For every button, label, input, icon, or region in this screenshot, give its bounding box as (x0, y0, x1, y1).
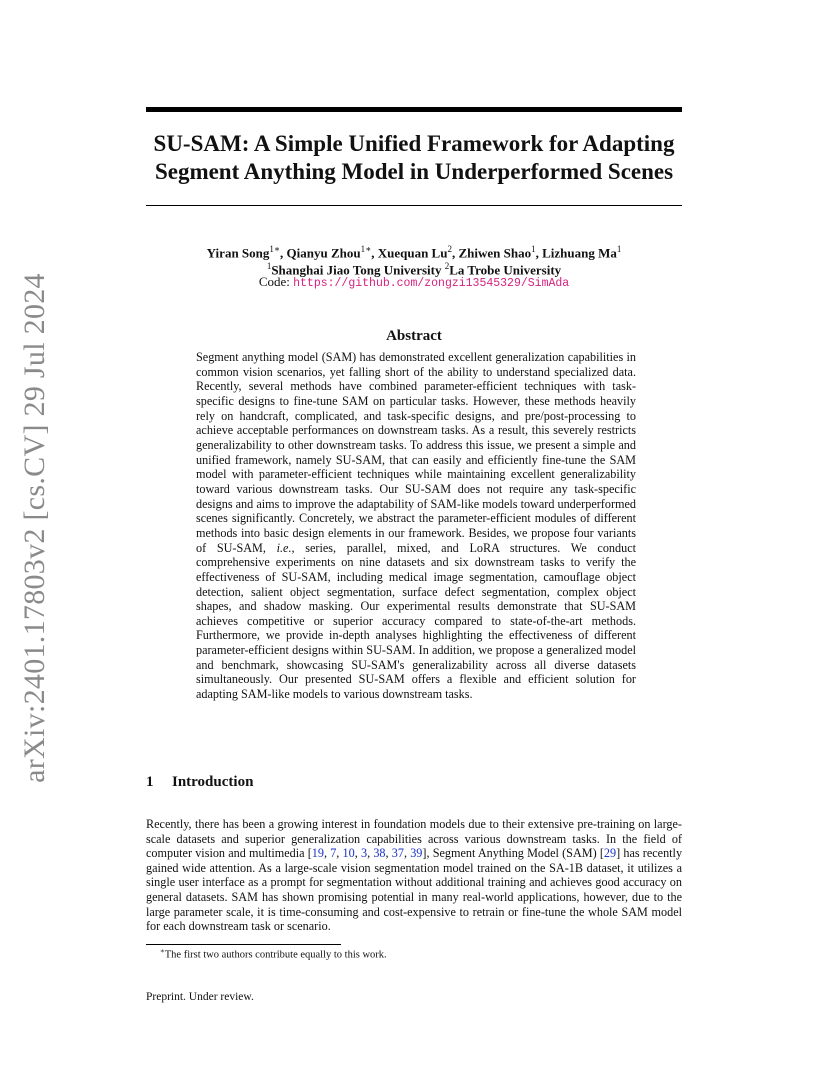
footnote-rule (146, 944, 341, 945)
citation-link[interactable]: 7 (330, 846, 337, 861)
preprint-note: Preprint. Under review. (146, 991, 254, 1003)
author-affiliation-mark: 2 (447, 244, 452, 254)
code-link[interactable]: https://github.com/zongzi13545329/SimAda (293, 277, 570, 290)
affiliation-name: Shanghai Jiao Tong University (271, 262, 442, 278)
citation-link[interactable]: 19 (311, 846, 324, 861)
author-name: Xuequan Lu (377, 245, 448, 261)
section-number: 1 (146, 774, 154, 790)
author-affiliation-mark: 1∗ (360, 244, 372, 254)
abstract-heading: Abstract (386, 328, 442, 344)
intro-text: , (323, 846, 331, 861)
abstract-body (196, 350, 636, 702)
footnote (160, 947, 387, 961)
abstract-text: series, parallel, mixed, and LoRA structures. We conduct comprehensive experiments on nine datasets and six downstream tasks to verify the effectiveness of SU-SAM, including medical image segmentation, camouflage object detection, salient object segmentation, surface defect segmentation, complex object shapes, and shadow masking. Our experimental results demonstrate that SU-SAM achieves competitive or superior accuracy compared to state-of-the-art methods. Furthermore, we provide in-depth analyses highlighting the effectiveness of different parameter-efficient designs within SU-SAM. In addition, we propose a generalized model and benchmark, showcasing SU-SAM's generalizability across all diverse datasets simultaneously. Our presented SU-SAM offers a flexible and efficient solution for adapting SAM-like models to various downstream tasks. (196, 540, 636, 702)
code-line (146, 274, 682, 292)
intro-text: ], Segment Anything Model (SAM) [ (422, 846, 604, 861)
section-title: Introduction (172, 774, 254, 790)
abstract-text: Segment anything model (SAM) has demonstrated excellent generalization capabilities in common vision scenarios, yet falling short of the ability to understand specialized data. Recently, several methods have combined parameter-efficient techniques with task-specific designs to fine-tune SAM on particular tasks. However, these methods heavily rely on handcraft, complicated, and task-specific designs, and pre/post-processing to achieve acceptable performances on downstream tasks. As a result, this severely restricts generalizability to other downstream tasks. To address this issue, we present a simple and unified framework, namely SU-SAM, that can easily and efficiently fine-tune the SAM model with parameter-efficient techniques while maintaining excellent generalizability toward various downstream tasks. Our SU-SAM does not require any task-specific designs and aims to improve the adaptability of SAM-like models toward underperformed scenes significantly. Concretely, we abstract the parameter-efficient modules of different methods into basic design elements in our framework. Besides, we propose four variants of SU-SAM, (196, 350, 636, 555)
affiliation-name: La Trobe University (449, 262, 562, 278)
citation-link[interactable]: 39 (410, 846, 423, 861)
author-name: Qianyu Zhou (286, 245, 361, 261)
intro-text: , (336, 846, 343, 861)
introduction-paragraph (146, 817, 682, 934)
code-label: Code: (258, 274, 290, 289)
arxiv-identifier (12, 273, 58, 783)
title-top-rule (146, 107, 682, 112)
author-list: Yiran Song$^{1∗}$, Qianyu Zhou$^{1∗}$, Xuequan Lu$^2$, Zhiwen Shao$^1$, Lizhuang Ma$^1$ (206, 244, 622, 261)
intro-text: , (367, 846, 374, 861)
affiliation-mark: 1 (266, 261, 272, 271)
author-name: Zhiwen Shao (458, 245, 532, 261)
intro-text: , (354, 846, 361, 861)
intro-text: Recently, there has been a growing interest in foundation models due to their extensive pre-training on large-scale datasets and superior generalization capabilities across various downstream tasks. In the field of computer vision and multimedia [ (146, 817, 682, 861)
citation-link[interactable]: 38 (373, 846, 386, 861)
citation-link[interactable]: 37 (391, 846, 404, 861)
affiliation-mark: 2 (444, 261, 450, 271)
author-name: Yiran Song (206, 245, 270, 261)
author-affiliation-mark: 1 (616, 244, 622, 254)
paper-title (146, 130, 682, 186)
citation-link[interactable]: 10 (342, 846, 355, 861)
author-affiliation-mark: 1 (531, 244, 536, 254)
citation-link[interactable]: 3 (360, 846, 368, 861)
title-line: SU-SAM: A Simple Unified Framework for Adapting (153, 131, 675, 156)
intro-text: ] has recently gained wide attention. As a large-scale vision segmentation model trained on the SA-1B dataset, it utilizes a single user interface as a prompt for segmentation without additional training and achieves good accuracy on general datasets. SAM has shown promising potential in many real-world applications, however, due to the large parameter scale, it is time-consuming and cost-expensive to retrain or fine-tune the whole SAM model for each downstream task or scenario. (146, 846, 683, 934)
intro-text: , (385, 846, 392, 861)
author-affiliation-mark: 1∗ (269, 244, 281, 254)
title-line: Segment Anything Model in Underperformed Scenes (154, 159, 674, 184)
intro-text: , (403, 846, 411, 861)
footnote-mark: ∗ (160, 947, 165, 955)
footnote-text: The first two authors contribute equally to this work. (164, 949, 387, 961)
citation-link[interactable]: 29 (603, 846, 617, 861)
abstract-ie: i.e., (276, 540, 295, 555)
section-heading-introduction (146, 774, 682, 791)
title-bottom-rule (146, 205, 682, 206)
arxiv-identifier-text: arXiv:2401.17803v2 [cs.CV] 29 Jul 2024 (18, 273, 52, 783)
author-name: Lizhuang Ma (542, 245, 617, 261)
